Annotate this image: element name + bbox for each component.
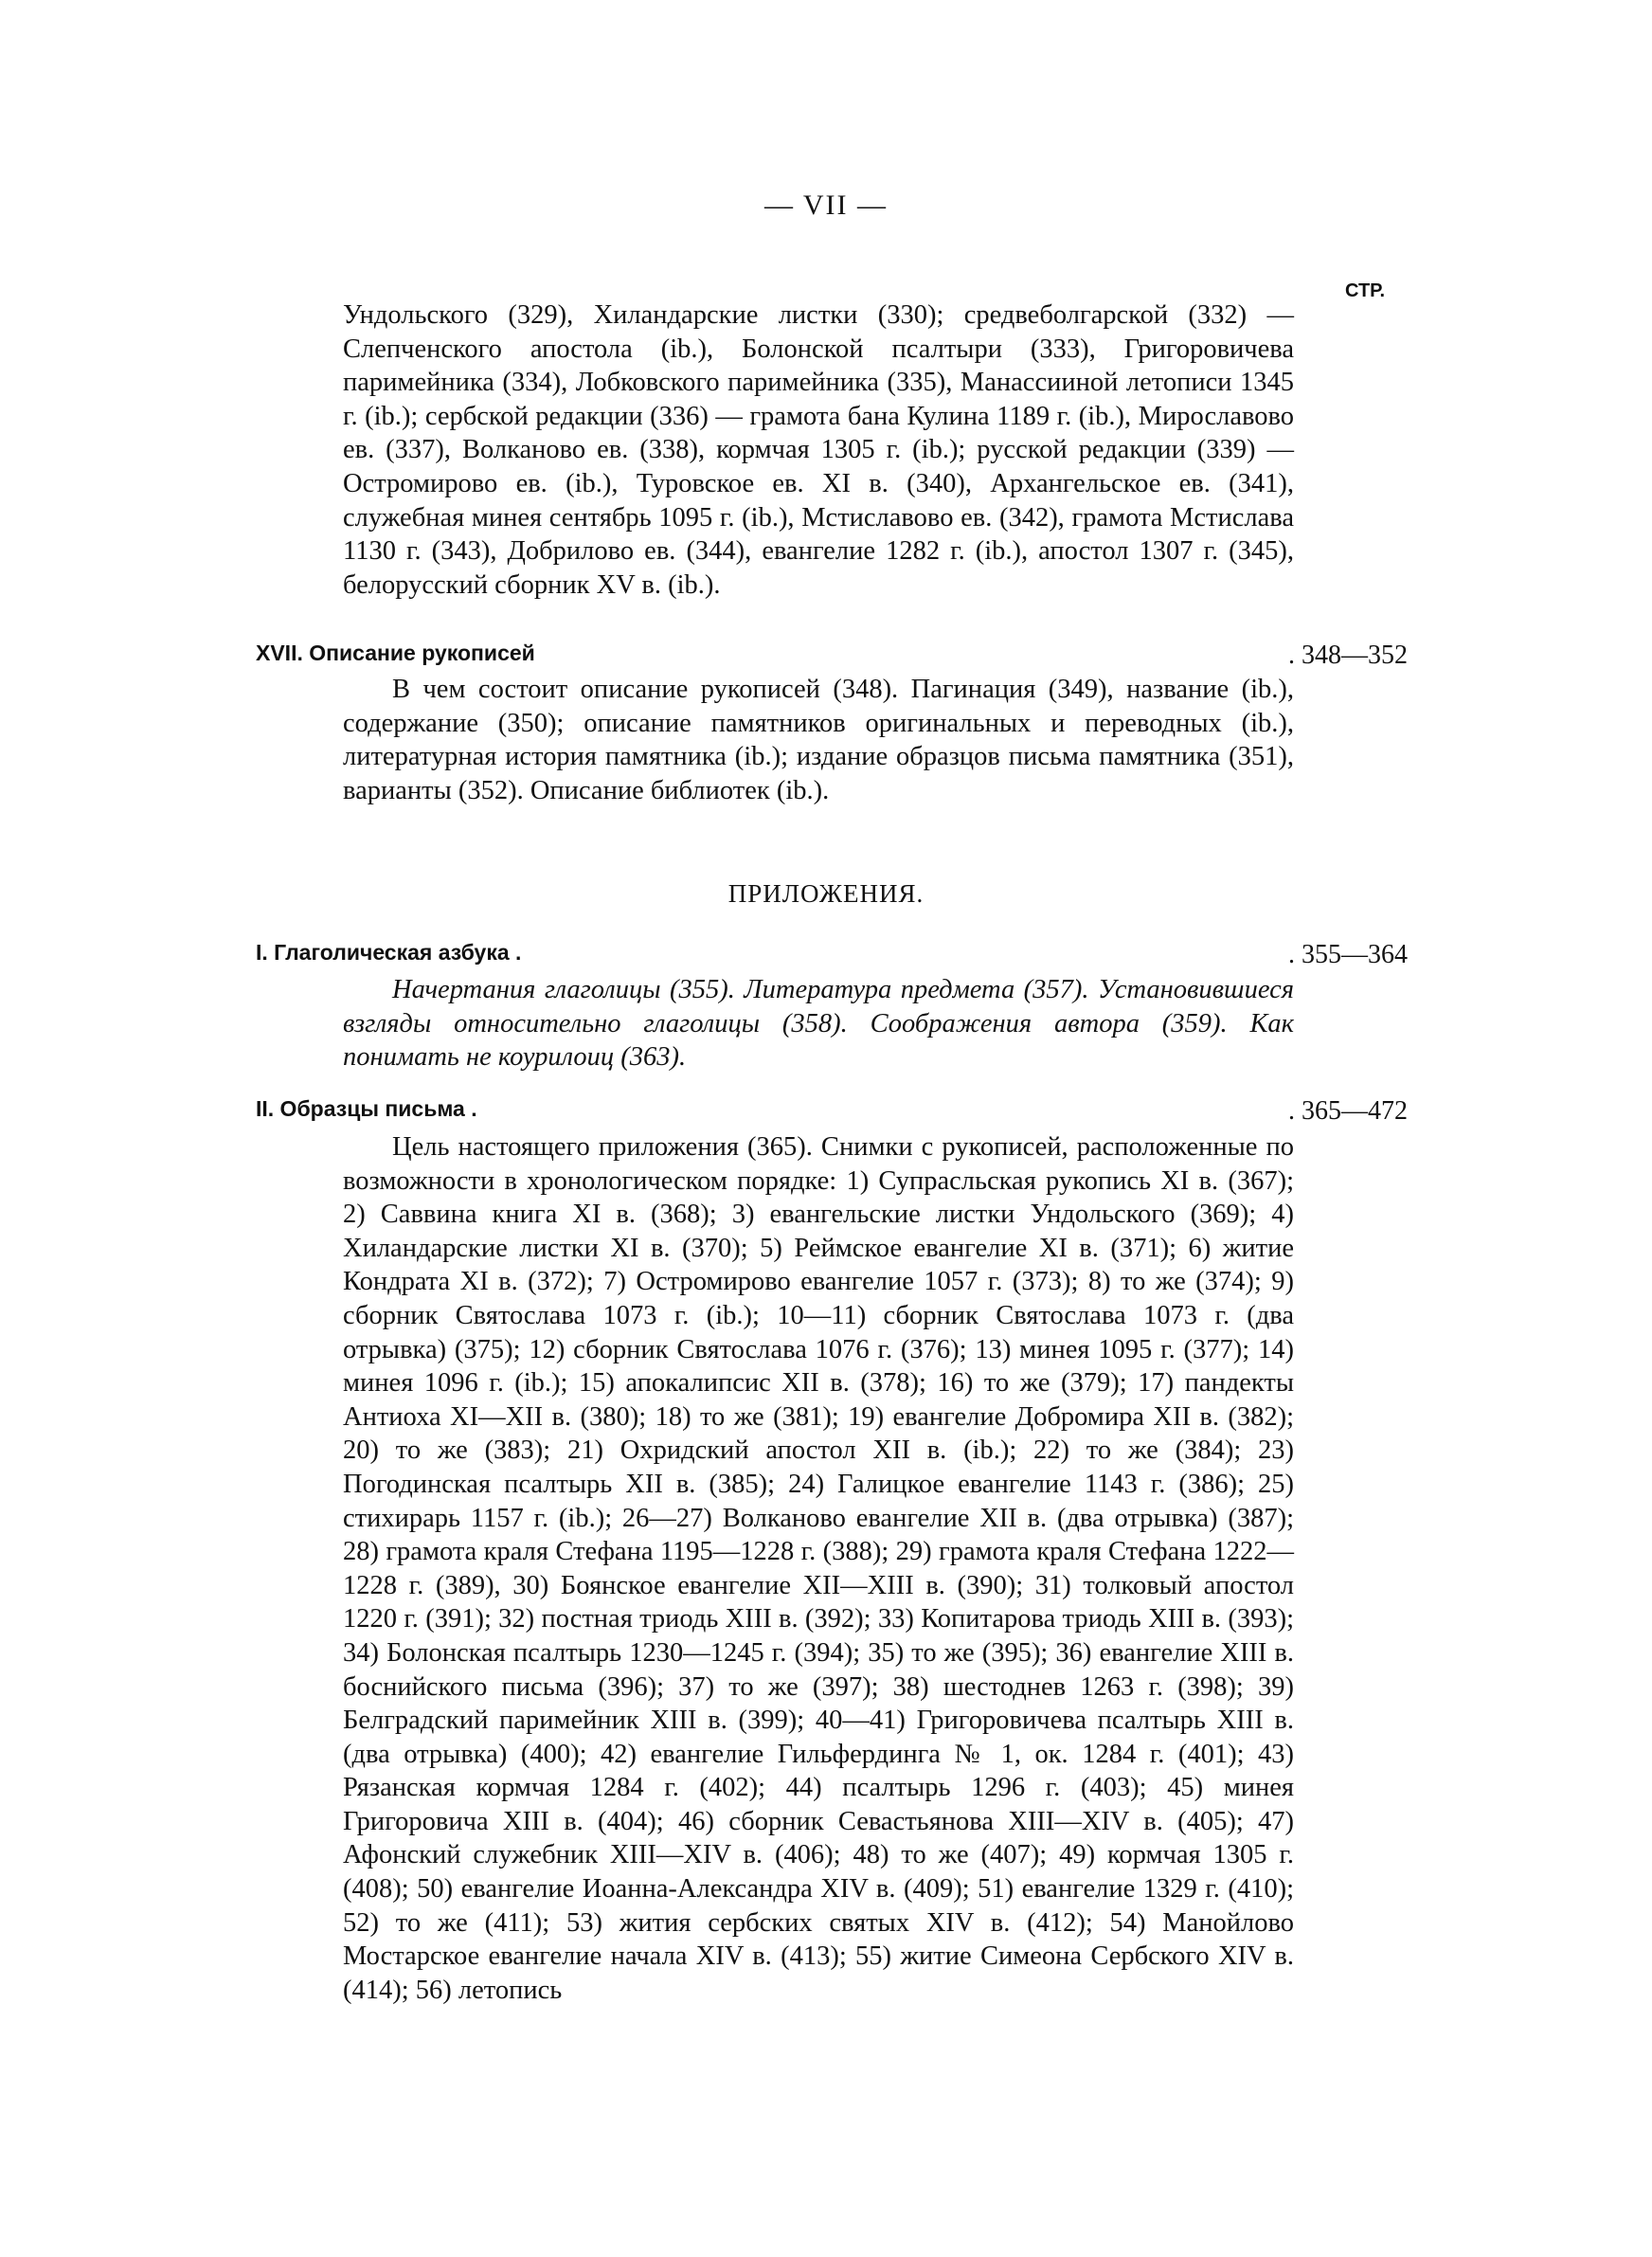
section-xvii-title: XVII. Описание рукописей (256, 641, 535, 665)
continuation-paragraph: Ундольского (329), Хиландарские листки (330); средвеболгарской (332) — Слепченского апостола (ib.), Болонской псалтыри (333), Григоровичева паримейника (334), Лобковского паримейника (335), Манассииной летописи 1345 г. (ib.); сербской редакции (336) — грамота бана Кулина 1189 г. (ib.), Мирославово ев. (337), Волканово ев. (338), кормчая 1305 г. (ib.); русской редакции (339) — Остромирово ев. (ib.), Туровское ев. XI в. (340), Архангельское ев. (341), служебная минея сентябрь 1095 г. (ib.), Мстиславово ев. (342), грамота Мстислава 1130 г. (343), Добрилово ев. (344), евангелие 1282 г. (ib.), апостол 1307 г. (345), белорусский сборник XV в. (ib.). (343, 300, 1294, 600)
section-xvii-pages: . 348—352 (1288, 641, 1408, 670)
page-number: — VII — (763, 190, 889, 221)
appendix-2-title: II. Образцы письма . (256, 1096, 477, 1121)
appendix-1-title: I. Глаголическая азбука . (256, 940, 522, 965)
column-label-pages: СТР. (1345, 280, 1386, 301)
section-xvii-paragraph: В чем состоит описание рукописей (348). Пагинация (349), название (ib.), содержание (350); описание памятников оригинальных и переводных (ib.), литературная история памятника (ib.); издание образцов письма памятника (351), варианты (352). Описание библиотек (ib.). (343, 675, 1294, 805)
appendix-1-pages: . 355—364 (1288, 940, 1408, 969)
appendix-2-pages: . 365—472 (1288, 1096, 1408, 1126)
appendix-1-paragraph: Начертания глаголицы (355). Литература предмета (357). Установившиеся взгляды относительно глаголицы (358). Соображения автора (359). Как понимать не коурилоиц (363). (343, 975, 1294, 1073)
appendix-2-paragraph: Цель настоящего приложения (365). Снимки с рукописей, расположенные по возможности в хронологическом порядке: 1) Супрасльская рукопись XI в. (367); 2) Саввина книга XI в. (368); 3) евангельские листки Ундольского (369); 4) Хиландарские листки XI в. (370); 5) Реймское евангелие XI в. (371); 6) житие Кондрата XI в. (372); 7) Остромирово евангелие 1057 г. (373); 8) то же (374); 9) сборник Святослава 1073 г. (ib.); 10—11) сборник Святослава 1073 г. (два отрывка) (375); 12) сборник Святослава 1076 г. (376); 13) минея 1095 г. (377); 14) минея 1096 г. (ib.); 15) апокалипсис XII в. (378); 16) то же (379); 17) пандекты Антиоха XI—XII в. (380); 18) то же (381); 19) евангелие Добромира XII в. (382); 20) то же (383); 21) Охридский апостол XII в. (ib.); 22) то же (384); 23) Погодинская псалтырь XII в. (385); 24) Галицкое евангелие 1143 г. (386); 25) стихирарь 1157 г. (ib.); 26—27) Волканово евангелие XII в. (два отрывка) (387); 28) грамота краля Стефана 1195—1228 г. (388); 29) грамота краля Стефана 1222—1228 г. (389), 30) Боянское евангелие XII—XIII в. (390); 31) толковый апостол 1220 г. (391); 32) постная триодь XIII в. (392); 33) Копитарова триодь XIII в. (393); 34) Болонская псалтырь 1230—1245 г. (394); 35) то же (395); 36) евангелие XIII в. боснийского письма (396); 37) то же (397); 38) шестоднев 1263 г. (398); 39) Белградский паримейник XIII в. (399); 40—41) Григоровичева псалтырь XIII в. (два отрывка) (400); 42) евангелие Гильфердинга № 1, ок. 1284 г. (401); 43) Рязанская кормчая 1284 г. (402); 44) псалтырь 1296 г. (403); 45) минея Григоровича XIII в. (404); 46) сборник Севастьянова XIII—XIV в. (405); 47) Афонский служебник XIII—XIV в. (406); 48) то же (407); 49) кормчая 1305 г. (408); 50) евангелие Иоанна-Александра XIV в. (409); 51) евангелие 1329 г. (410); 52) то же (411); 53) жития сербских святых XIV в. (412); 54) Манойлово Мостарское евангелие начала XIV в. (413); 55) житие Симеона Сербского XIV в. (414); 56) летопись (343, 1132, 1294, 2005)
appendices-title: ПРИЛОЖЕНИЯ. (727, 879, 925, 908)
